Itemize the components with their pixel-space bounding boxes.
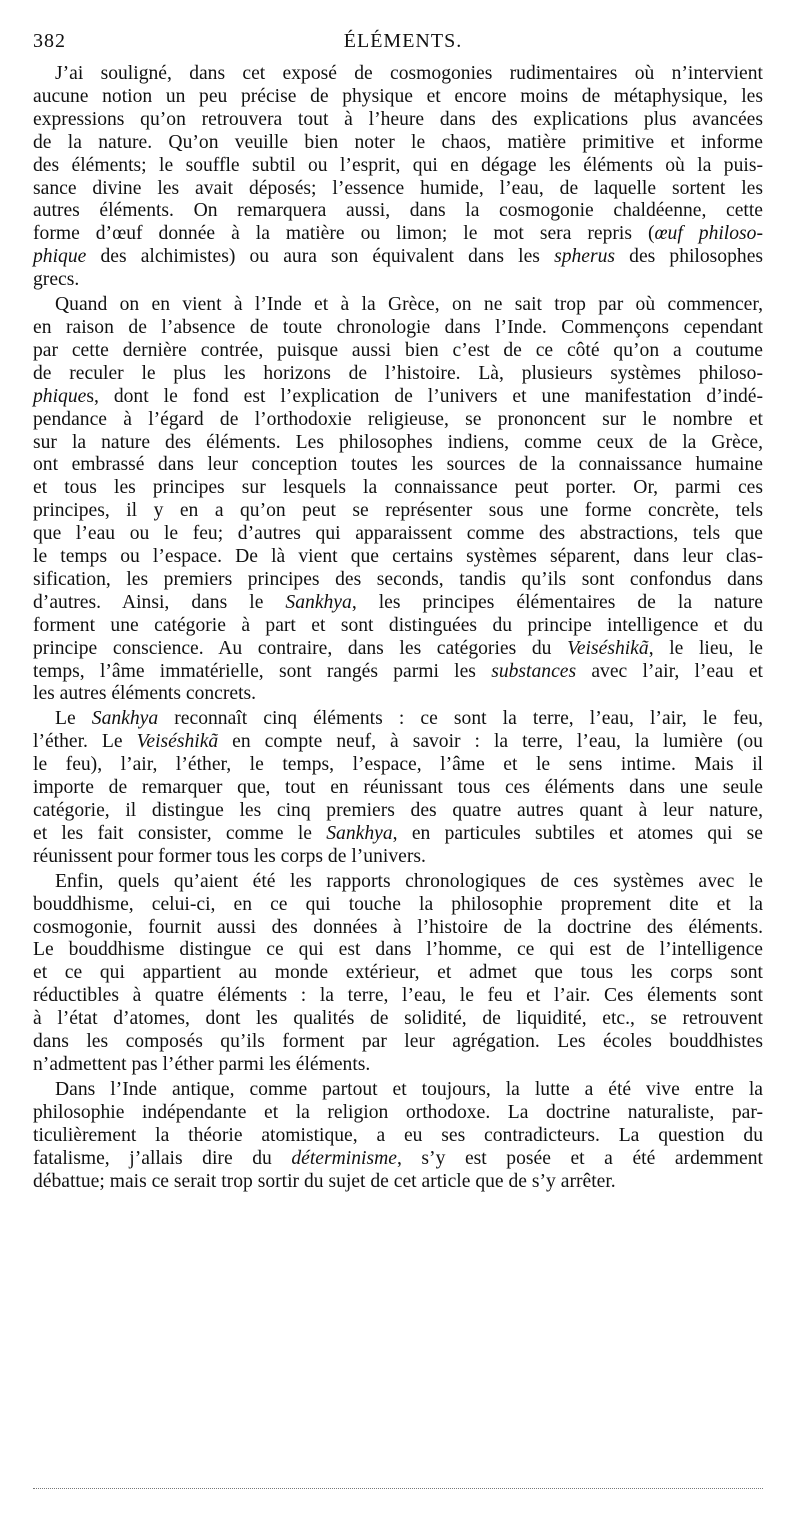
page-number: 382 — [33, 30, 66, 52]
text-line: importe de remarquer que, tout en réunissant tous ces éléments dans une seule — [33, 777, 763, 799]
text-line: principes, il y en a qu’on peut se représenter sous une forme concrète, tels — [33, 500, 763, 522]
text-line: principe conscience. Au contraire, dans les catégories du Veiséshikã, le lieu, le — [33, 637, 763, 659]
text-line: et les fait consister, comme le Sankhya, en particules subtiles et atomes qui se — [33, 822, 763, 844]
text-line: réunissent pour former tous les corps de l’univers. — [33, 845, 426, 867]
text-line: cosmogonie, fournit aussi des données à l’histoire de la doctrine des éléments. — [33, 916, 763, 938]
text-line: et tous les principes sur lesquels la connaissance peut porter. Or, parmi ces — [33, 477, 763, 499]
text-line: sification, les premiers principes des seconds, tandis qu’ils sont confondus dans — [33, 568, 763, 590]
text-line: Le bouddhisme distingue ce qui est dans l’homme, ce qui est de l’intelligence — [33, 939, 763, 961]
text-line: débattue; mais ce serait trop sortir du sujet de cet article que de s’y arrêter. — [33, 1170, 616, 1192]
text-line: l’éther. Le Veiséshikã en compte neuf, à savoir : la terre, l’eau, la lumière (ou — [33, 731, 763, 753]
text-line: que l’eau ou le feu; d’autres qui apparaissent comme des abstractions, tels que — [33, 523, 763, 545]
text-line: les autres éléments concrets. — [33, 683, 257, 705]
text-line: n’admettent pas l’éther parmi les éléments. — [33, 1053, 371, 1075]
text-line: phiques, dont le fond est l’explication de l’univers et une manifestation d’indé- — [33, 385, 763, 407]
footer-dotted-rule — [33, 1488, 763, 1489]
text-line: sance divine les avait déposés; l’essence humide, l’eau, de laquelle sortent les — [33, 177, 763, 199]
text-line: forme d’œuf donnée à la matière ou limon; le mot sera repris (œuf philoso- — [33, 223, 763, 245]
text-line: dans les composés qu’ils forment par leur agrégation. Les écoles bouddhistes — [33, 1031, 763, 1053]
text-line: phique des alchimistes) ou aura son équivalent dans les spherus des philosophes — [33, 246, 764, 268]
text-line: autres éléments. On remarquera aussi, dans la cosmogonie chaldéenne, cette — [33, 200, 763, 222]
text-line: expressions qu’on retrouvera tout à l’heure dans des explications plus avancées — [33, 108, 763, 130]
text-line: et ce qui appartient au monde extérieur, et admet que tous les corps sont — [33, 962, 763, 984]
text-line: Quand on en vient à l’Inde et à la Grèce, on ne sait trop par où commencer, — [55, 294, 763, 316]
text-line: Enfin, quels qu’aient été les rapports chronologiques de ces systèmes avec le — [55, 870, 763, 892]
paragraph — [33, 871, 763, 1077]
paragraph — [33, 63, 763, 292]
text-line: des éléments; le souffle subtil ou l’esprit, qui en dégage les éléments où la puis- — [33, 154, 763, 176]
text-line: J’ai souligné, dans cet exposé de cosmogonies rudimentaires où n’intervient — [55, 63, 763, 84]
text-line: de reculer le plus les horizons de l’histoire. Là, plusieurs systèmes philoso- — [33, 362, 763, 384]
text-line: le temps ou l’espace. De là vient que certains systèmes séparent, dans leur clas- — [33, 546, 763, 568]
text-line: ont embrassé dans leur conception toutes les sources de la connaissance humaine — [33, 454, 763, 476]
text-line: fatalisme, j’allais dire du déterminisme, s’y est posée et a été ardemment — [33, 1147, 763, 1169]
running-title: ÉLÉMENTS. — [343, 30, 463, 52]
page-body — [33, 63, 763, 1195]
text-line: ticulièrement la théorie atomistique, a eu ses contradicteurs. La question du — [33, 1124, 763, 1146]
text-line: Dans l’Inde antique, comme partout et toujours, la lutte a été vive entre la — [55, 1078, 763, 1100]
text-line: bouddhisme, celui-ci, en ce qui touche la philosophie proprement dite et la — [33, 893, 763, 915]
text-line: réductibles à quatre éléments : la terre, l’eau, le feu et l’air. Ces élements sont — [33, 985, 763, 1007]
text-line: d’autres. Ainsi, dans le Sankhya, les principes élémentaires de la nature — [33, 591, 764, 613]
text-line: à l’état d’atomes, dont les qualités de solidité, de liquidité, etc., se retrouvent — [33, 1008, 763, 1030]
paragraph — [33, 1079, 763, 1194]
text-line: par cette dernière contrée, puisque aussi bien c’est de ce côté qu’on a coutume — [33, 339, 763, 361]
page-header — [33, 30, 773, 56]
paragraph — [33, 708, 763, 868]
text-line: forment une catégorie à part et sont distinguées du principe intelligence et du — [33, 614, 763, 636]
text-line: grecs. — [33, 269, 80, 291]
text-line: de la nature. Qu’on veuille bien noter le chaos, matière primitive et informe — [33, 131, 763, 153]
text-line: le feu), l’air, l’éther, le temps, l’espace, l’âme et le sens intime. Mais il — [33, 754, 763, 776]
text-line: pendance à l’égard de l’orthodoxie religieuse, se prononcent sur le nombre et — [33, 408, 763, 430]
text-line: sur la nature des éléments. Les philosophes indiens, comme ceux de la Grèce, — [33, 431, 763, 453]
text-line: catégorie, il distingue les cinq premiers des quatre autres quant à leur nature, — [33, 800, 763, 821]
paragraph — [33, 294, 763, 706]
text-line: aucune notion un peu précise de physique et encore moins de métaphysique, les — [33, 85, 763, 107]
text-line: temps, l’âme immatérielle, sont rangés parmi les substances avec l’air, l’eau et — [33, 660, 763, 682]
text-line: en raison de l’absence de toute chronologie dans l’Inde. Commençons cependant — [33, 316, 763, 338]
text-line: Le Sankhya reconnaît cinq éléments : ce sont la terre, l’eau, l’air, le feu, — [55, 708, 763, 730]
text-line: philosophie indépendante et la religion orthodoxe. La doctrine naturaliste, par- — [33, 1101, 763, 1123]
